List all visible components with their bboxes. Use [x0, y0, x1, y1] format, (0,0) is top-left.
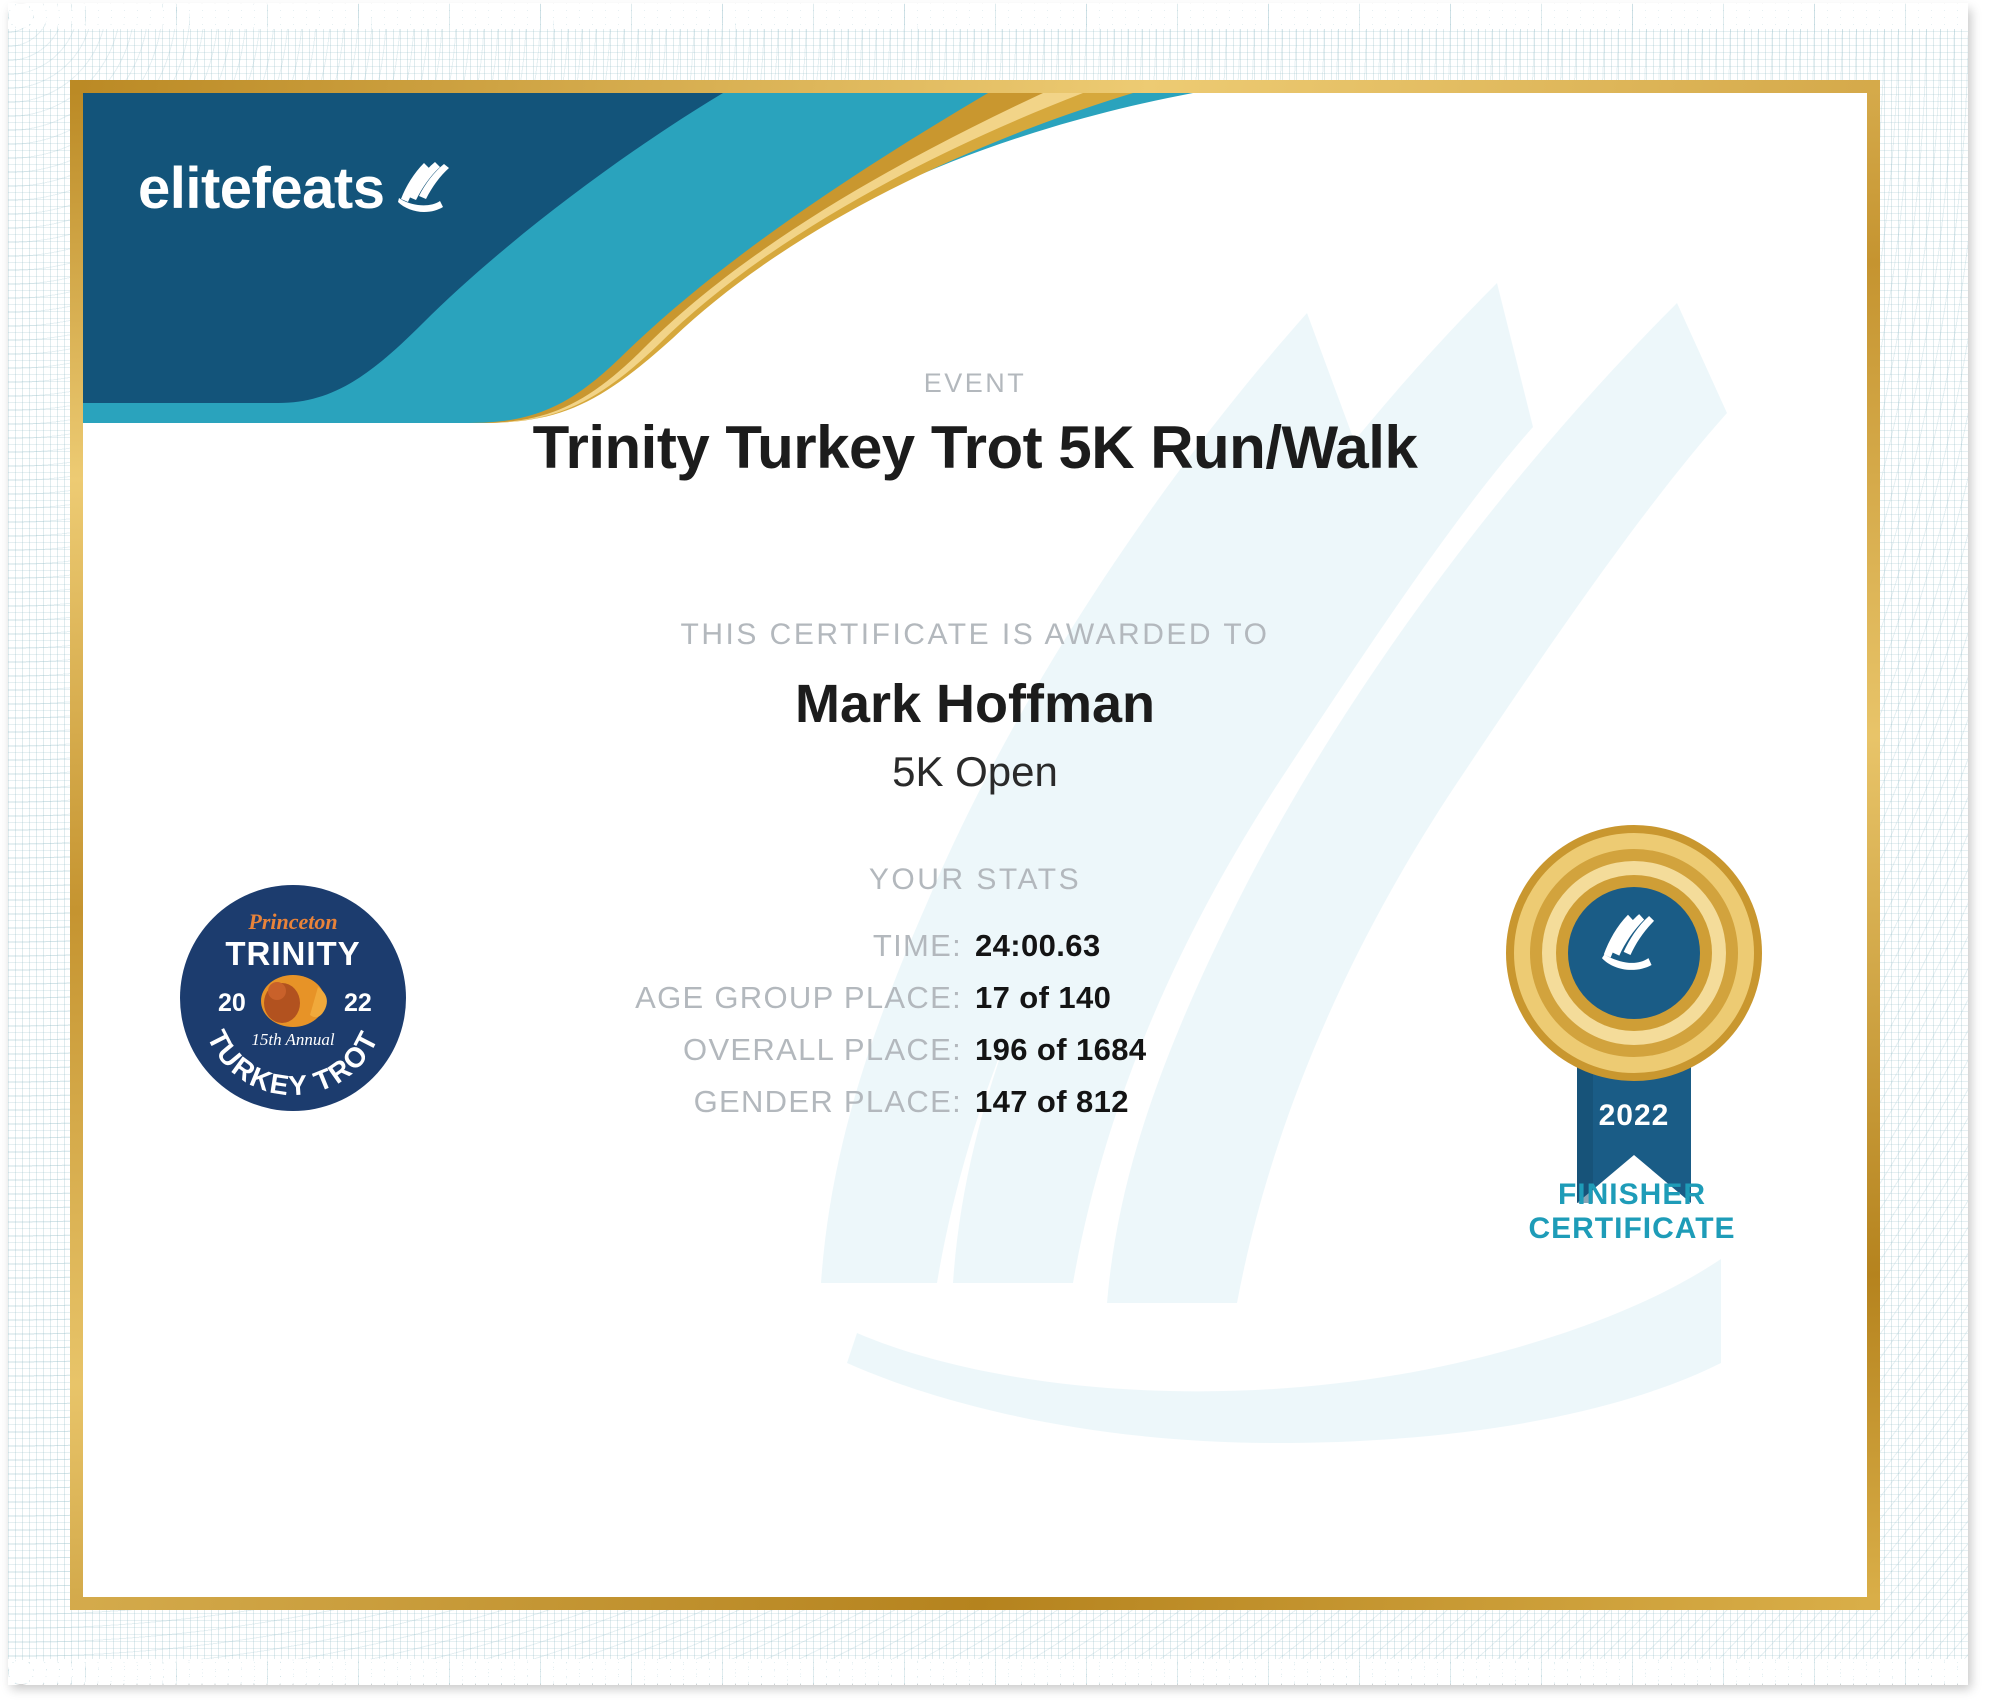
- brand-name: elitefeats: [138, 156, 385, 221]
- finisher-medal-icon: [1489, 803, 1779, 1213]
- event-badge-icon: [178, 883, 408, 1113]
- svg-text:15th Annual: 15th Annual: [251, 1030, 335, 1049]
- gold-border-frame: [70, 80, 1880, 1610]
- stat-key: OVERALL PLACE:: [683, 1032, 962, 1067]
- stat-key: TIME:: [872, 928, 962, 963]
- svg-text:TURKEY TROT: TURKEY TROT: [201, 1025, 385, 1102]
- stat-key: GENDER PLACE:: [693, 1084, 962, 1119]
- svg-text:22: 22: [344, 989, 372, 1017]
- finisher-line-1: FINISHER: [1557, 1178, 1706, 1211]
- stat-key: AGE GROUP PLACE:: [635, 980, 962, 1015]
- stat-value: 24:00.63: [975, 928, 1101, 963]
- svg-text:TRINITY: TRINITY: [225, 935, 361, 972]
- event-name: Trinity Turkey Trot 5K Run/Walk: [532, 414, 1418, 481]
- finisher-line-2: CERTIFICATE: [1528, 1211, 1736, 1245]
- event-label: EVENT: [923, 368, 1027, 398]
- svg-text:20: 20: [218, 989, 246, 1017]
- division-name: 5K Open: [892, 748, 1058, 795]
- stat-value: 196 of 1684: [975, 1032, 1147, 1067]
- finisher-caption: [1472, 1178, 1792, 1245]
- recipient-name: Mark Hoffman: [794, 674, 1156, 734]
- awarded-to-label: THIS CERTIFICATE IS AWARDED TO: [680, 618, 1270, 651]
- stat-value: 147 of 812: [975, 1084, 1129, 1119]
- stats-label: YOUR STATS: [868, 863, 1082, 896]
- svg-text:2022: 2022: [1598, 1099, 1670, 1132]
- svg-text:Princeton: Princeton: [248, 909, 338, 934]
- stat-value: 17 of 140: [975, 980, 1112, 1015]
